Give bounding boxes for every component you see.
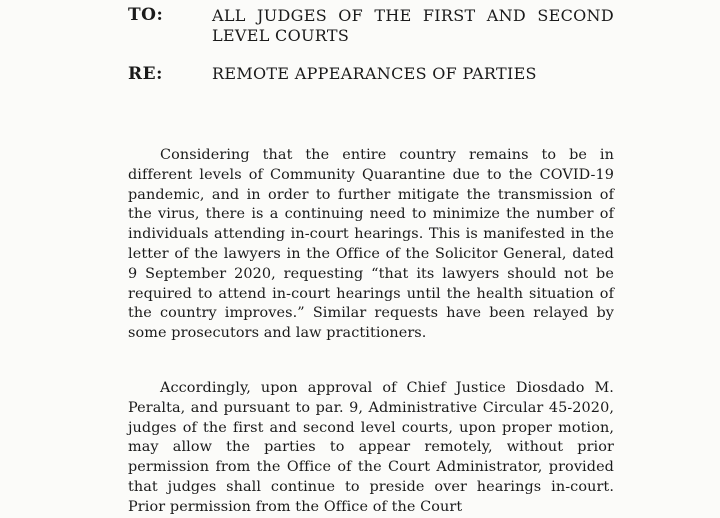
to-label: TO: [128, 5, 164, 25]
to-line-1: ALL JUDGES OF THE FIRST AND SECOND [212, 6, 614, 25]
re-subject: REMOTE APPEARANCES OF PARTIES [212, 64, 537, 83]
to-recipients [212, 6, 614, 46]
to-line-2: LEVEL COURTS [212, 26, 350, 45]
body-paragraph-1: Considering that the entire country remains to be in different levels of Community Quarantine due to the COVID-19 pandemic, and in order to further mitigate the transmission of the virus, there is a continuing need to minimize the number of individuals attending in-court hearings. This is manifested in the letter of the lawyers in the Office of the Solicitor General, dated 9 September 2020, requesting “that its lawyers should not be required to attend in-court hearings until the health situation of the country improves.” Similar requests have been relayed by some prosecutors and law practitioners. [128, 147, 614, 342]
re-label: RE: [128, 64, 163, 84]
body-paragraph-2: Accordingly, upon approval of Chief Justice Diosdado M. Peralta, and pursuant to par. 9, Administrative Circular 45-2020, judges of the first and second level courts, upon proper motion, may allow the parties to appear remotely, without prior permission from the Office of the Court Administrator, provided that judges shall continue to preside over hearings in-court. Prior permission from the Office of the Court [128, 380, 614, 515]
